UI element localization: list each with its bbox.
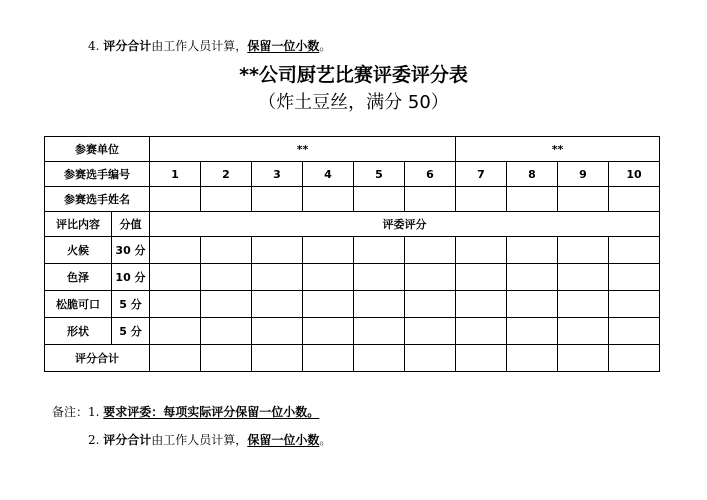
score-cell[interactable] [201, 237, 252, 264]
total-cell[interactable] [201, 345, 252, 372]
score-cell[interactable] [201, 264, 252, 291]
criteria-score: 5 分 [112, 318, 150, 345]
total-cell[interactable] [507, 345, 558, 372]
score-cell[interactable] [558, 237, 609, 264]
name-cell[interactable] [507, 187, 558, 212]
contestant-number: 5 [354, 162, 405, 187]
total-cell[interactable] [405, 345, 456, 372]
score-cell[interactable] [303, 237, 354, 264]
score-cell[interactable] [507, 237, 558, 264]
score-cell[interactable] [252, 291, 303, 318]
content-label: 评比内容 [45, 212, 112, 237]
contestant-name-label: 参赛选手姓名 [45, 187, 150, 212]
remark-1 [52, 403, 319, 420]
score-cell[interactable] [507, 291, 558, 318]
contestant-number: 1 [150, 162, 201, 187]
score-cell[interactable] [354, 291, 405, 318]
score-table [44, 136, 660, 372]
score-cell[interactable] [252, 237, 303, 264]
score-cell[interactable] [507, 264, 558, 291]
criteria-row [45, 318, 660, 345]
remarks-label: 备注： [52, 405, 89, 419]
contestant-number-label: 参赛选手编号 [45, 162, 150, 187]
name-cell[interactable] [558, 187, 609, 212]
top-note-underlined: 保留一位小数 [247, 39, 320, 53]
score-cell[interactable] [252, 264, 303, 291]
total-cell[interactable] [252, 345, 303, 372]
score-cell[interactable] [405, 291, 456, 318]
contestant-number: 4 [303, 162, 354, 187]
contestant-number: 8 [507, 162, 558, 187]
remark-2 [88, 431, 331, 448]
score-cell[interactable] [609, 318, 660, 345]
score-cell[interactable] [405, 237, 456, 264]
total-cell[interactable] [150, 345, 201, 372]
top-note-bold-label: 评分合计 [103, 39, 152, 53]
page-subtitle: （炸土豆丝，满分 50） [258, 92, 449, 113]
score-cell[interactable] [558, 291, 609, 318]
score-cell[interactable] [558, 318, 609, 345]
criteria-name: 形状 [45, 318, 112, 345]
total-cell[interactable] [456, 345, 507, 372]
score-cell[interactable] [354, 237, 405, 264]
criteria-row [45, 237, 660, 264]
contestant-number: 9 [558, 162, 609, 187]
score-cell[interactable] [252, 318, 303, 345]
remark-2-bold-label: 评分合计 [103, 433, 152, 447]
score-cell[interactable] [354, 264, 405, 291]
name-cell[interactable] [456, 187, 507, 212]
contestant-number: 3 [252, 162, 303, 187]
score-cell[interactable] [609, 291, 660, 318]
contestant-number: 6 [405, 162, 456, 187]
total-cell[interactable] [354, 345, 405, 372]
score-cell[interactable] [507, 318, 558, 345]
remark-2-number: 2. [88, 433, 100, 447]
score-cell[interactable] [558, 264, 609, 291]
header-row [45, 212, 660, 237]
score-cell[interactable] [609, 237, 660, 264]
page-title: **公司厨艺比赛评委评分表 [239, 64, 468, 86]
score-label: 分值 [112, 212, 150, 237]
name-cell[interactable] [609, 187, 660, 212]
score-cell[interactable] [354, 318, 405, 345]
criteria-score: 30 分 [112, 237, 150, 264]
judge-score-label: 评委评分 [150, 212, 660, 237]
top-note [88, 37, 331, 54]
score-cell[interactable] [201, 291, 252, 318]
name-cell[interactable] [201, 187, 252, 212]
score-cell[interactable] [609, 264, 660, 291]
name-cell[interactable] [354, 187, 405, 212]
top-note-number: 4. [88, 39, 100, 53]
total-row [45, 345, 660, 372]
contestant-number: 2 [201, 162, 252, 187]
criteria-row [45, 264, 660, 291]
unit-group-2: ** [456, 137, 660, 162]
score-cell[interactable] [303, 291, 354, 318]
contestant-number: 10 [609, 162, 660, 187]
score-cell[interactable] [405, 264, 456, 291]
score-cell[interactable] [303, 318, 354, 345]
score-cell[interactable] [150, 264, 201, 291]
remark-2-text: 由工作人员计算， [151, 433, 248, 447]
total-cell[interactable] [609, 345, 660, 372]
criteria-name: 松脆可口 [45, 291, 112, 318]
score-cell[interactable] [150, 318, 201, 345]
score-cell[interactable] [303, 264, 354, 291]
remark-2-end: 。 [319, 433, 332, 447]
unit-group-1: ** [150, 137, 456, 162]
name-cell[interactable] [150, 187, 201, 212]
top-note-text: 由工作人员计算， [151, 39, 248, 53]
total-label: 评分合计 [45, 345, 150, 372]
name-cell[interactable] [303, 187, 354, 212]
criteria-row [45, 291, 660, 318]
remark-1-text: 要求评委：每项实际评分保留一位小数。 [103, 405, 320, 419]
score-cell[interactable] [150, 237, 201, 264]
score-cell[interactable] [201, 318, 252, 345]
score-cell[interactable] [456, 264, 507, 291]
criteria-name: 火候 [45, 237, 112, 264]
remark-2-underlined: 保留一位小数 [247, 433, 320, 447]
unit-row [45, 137, 660, 162]
total-cell[interactable] [303, 345, 354, 372]
criteria-name: 色泽 [45, 264, 112, 291]
name-cell[interactable] [252, 187, 303, 212]
contestant-number-row [45, 162, 660, 187]
score-cell[interactable] [150, 291, 201, 318]
total-cell[interactable] [558, 345, 609, 372]
unit-label: 参赛单位 [45, 137, 150, 162]
criteria-score: 10 分 [112, 264, 150, 291]
contestant-name-row [45, 187, 660, 212]
criteria-score: 5 分 [112, 291, 150, 318]
score-cell[interactable] [456, 318, 507, 345]
contestant-number: 7 [456, 162, 507, 187]
name-cell[interactable] [405, 187, 456, 212]
score-cell[interactable] [405, 318, 456, 345]
score-cell[interactable] [456, 237, 507, 264]
remark-1-number: 1. [88, 405, 100, 419]
top-note-end: 。 [319, 39, 332, 53]
score-cell[interactable] [456, 291, 507, 318]
